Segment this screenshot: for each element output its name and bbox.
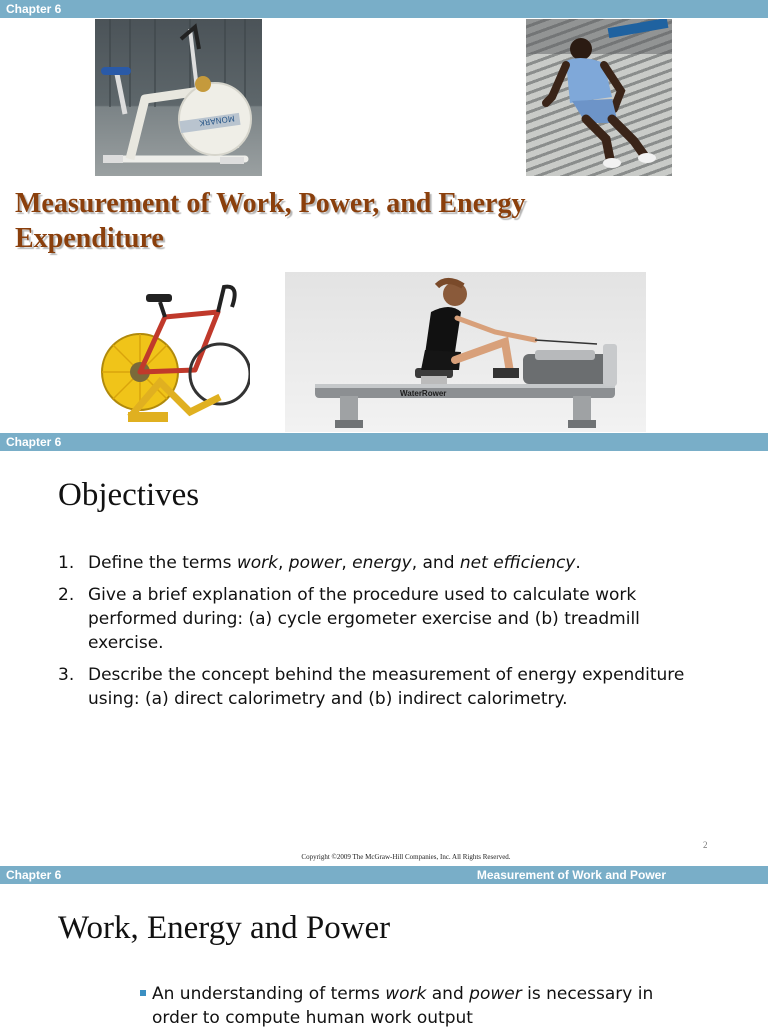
chapter-label: Chapter 6 xyxy=(6,435,62,449)
chapter-label: Chapter 6 xyxy=(6,2,62,16)
ergometer-bike-photo xyxy=(95,19,262,176)
term-work: work xyxy=(236,553,278,573)
bullet-text-part: and xyxy=(426,984,470,1004)
slide3-header-band xyxy=(0,866,768,884)
bullet-text-part: is necessary in order to compute human work output xyxy=(152,984,654,1028)
bullet-text xyxy=(152,982,660,1030)
rower-brand-label: WaterRower xyxy=(400,389,447,398)
page-number: 2 xyxy=(703,840,708,850)
objectives-list xyxy=(58,551,698,719)
term-net-efficiency: net efficiency xyxy=(459,553,576,573)
slide1-header-band xyxy=(0,0,768,18)
objective-item xyxy=(58,663,698,711)
section-title: Measurement of Work and Power xyxy=(476,868,666,882)
objective-number: 2. xyxy=(58,585,75,605)
term-energy: energy xyxy=(352,553,412,573)
objective-text: Give a brief explanation of the procedure used to calculate work performed during: (a) cycle ergometer exercise and (b) treadmill exercise. xyxy=(88,585,640,653)
objective-text: , xyxy=(277,553,289,573)
objective-text: , and xyxy=(411,553,460,573)
objective-number: 1. xyxy=(58,553,75,573)
objectives-heading: Objectives xyxy=(58,477,200,513)
chapter-label: Chapter 6 xyxy=(6,868,62,882)
objective-item xyxy=(58,583,698,655)
slide2-header-band xyxy=(0,433,768,451)
objective-text: . xyxy=(575,553,581,573)
objective-number: 3. xyxy=(58,665,75,685)
title-line-1: Measurement of Work, Power, and Energy xyxy=(15,188,526,219)
rowing-machine-photo xyxy=(285,272,646,432)
copyright-notice: Copyright ©2009 The McGraw-Hill Companies, Inc. All Rights Reserved. xyxy=(301,853,511,861)
term-work: work xyxy=(385,984,427,1004)
objective-text: , xyxy=(341,553,353,573)
objective-text: Define the terms xyxy=(88,553,237,573)
runner-stairs-photo xyxy=(526,19,672,176)
bike-brand-label: MONARK xyxy=(198,113,236,128)
slide1-title xyxy=(15,186,655,256)
title-line-2: Expenditure xyxy=(15,223,164,254)
objective-text: Describe the concept behind the measurement of energy expenditure using: (a) direct calorimetry and (b) indirect calorimetry. xyxy=(88,665,685,709)
work-energy-power-heading: Work, Energy and Power xyxy=(58,910,391,946)
term-power: power xyxy=(288,553,342,573)
bullet-item xyxy=(140,982,660,1030)
bullet-square-icon xyxy=(140,990,146,996)
objective-item xyxy=(58,551,698,575)
bullet-text-part: An understanding of terms xyxy=(152,984,386,1004)
term-power: power xyxy=(469,984,522,1004)
bike-trainer-photo xyxy=(100,262,250,432)
